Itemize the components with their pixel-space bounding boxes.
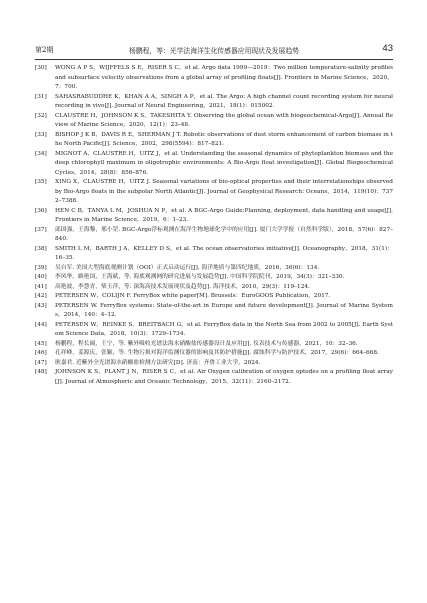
- reference-item: [35, 64, 393, 93]
- reference-item: [35, 359, 393, 369]
- reference-text: 高艳波，李慧青，柴玉萍，等. 深海高技术发展现状及趋势[J]. 海洋技术，2010，29(3)：119–124.: [55, 283, 310, 290]
- reference-item: [35, 207, 393, 226]
- reference-number: [32]: [35, 112, 47, 119]
- reference-number: [47]: [35, 359, 47, 366]
- page-header: [35, 44, 393, 58]
- reference-number: [41]: [35, 283, 47, 290]
- reference-item: [35, 178, 393, 207]
- reference-text: 孔祥峰，姜源庆，张颖，等. 生物污损对海洋监测仪器的影响及其防护措施[J]. 腐蚀科学与防护技术，2017，29(6)：664–668.: [55, 350, 379, 356]
- reference-item: [35, 349, 393, 359]
- reference-number: [36]: [35, 207, 47, 214]
- reference-text: 李风华，路艳国，王海斌，等. 海底观测网的研究进展与发展趋势[J]. 中国科学院院刊，2019，34(3)：321–330.: [55, 274, 345, 280]
- reference-text: HEN C B，TANYA L M，JOSHUA N P，et al. A BGC-Argo Guide:Planning, deployment, data handling and usage[J]. Frontiers in Marine Science，2019，6：1–23.: [55, 207, 393, 223]
- reference-text: BISHOP J K B，DAVIS R E，SHERMAN J T. Robotic observations of dust storm enhancement of carbon biomass in the North Pacific[J]. Science，2002，298(5594)：817–821.: [55, 131, 393, 147]
- reference-number: [40]: [35, 274, 47, 280]
- reference-text: MIGNOT A，CLAUSTRE H，UITZ J，et al. Understanding the seasonal dynamics of phytoplankton biomass and the deep chlorophyll maximum in oligotrophic environments: A Bio-Argo float investigation[J]. Global Biogeochemical Cycles，2014，28(8)：856–876.: [55, 150, 393, 176]
- reference-number: [48]: [35, 369, 47, 375]
- reference-item: [35, 112, 393, 131]
- reference-text: 杨鹏程，程长阔，王宁，等. 紫外吸收光谱法海水硝酸盐传感器设计及应用[J]. 仪表技术与传感器，2021，10：32–36.: [55, 340, 358, 347]
- issue-label: 第2期: [35, 46, 54, 54]
- reference-text: WONG A P S，WIJFFELS S E，RISER S C，et al. Argo data 1999—2019：Two million temperature-salinity profiles and subsurface velocity observations from a global array of profiling floats[J]. Frontiers in Marine Science，2020，7：700.: [55, 65, 393, 90]
- reference-item: [35, 226, 393, 245]
- reference-item: [35, 292, 393, 302]
- reference-item: [35, 340, 393, 350]
- reference-text: PETERSEN W，REINKE S，BREITBACH G，et al. FerryBox data in the North Sea from 2002 to 2005[J]. Earth System Science Data，2018，10(3)：1729–1734.: [55, 321, 393, 337]
- reference-number: [44]: [35, 321, 47, 328]
- reference-text: 耿嘉君. 近紫外全光谱海水硝酸盐检测方法研究[D]. 济南：齐鲁工业大学，2024.: [55, 359, 261, 366]
- reference-item: [35, 264, 393, 274]
- reference-number: [42]: [35, 293, 47, 299]
- reference-number: [37]: [35, 226, 47, 233]
- reference-item: [35, 245, 393, 264]
- reference-item: [35, 93, 393, 112]
- reference-text: XING X，CLAUSTRE H，UITZ J. Seasonal variations of bio-optical properties and their interrelationships observed by Bio-Argo floats in the subpolar North Atlantic[J]. Journal of Geophysical Research: Oceans，2014，119(10)：7372–7388.: [55, 179, 393, 204]
- reference-item: [35, 273, 393, 283]
- reference-number: [38]: [35, 245, 47, 252]
- reference-item: [35, 302, 393, 321]
- reference-number: [34]: [35, 150, 47, 157]
- reference-text: SAHASRABUDDHE K，KHAN A A，SINGH A P，et al. The Argo: A high channel count recording system for neural recording in vivo[J]. Journal of Neural Engineering，2021，18(1)：015002.: [55, 93, 393, 109]
- reference-number: [30]: [35, 65, 47, 71]
- reference-number: [35]: [35, 179, 47, 185]
- reference-item: [35, 150, 393, 179]
- reference-text: PETERSEN W，COLIJN F. FerryBox white paper[M]. Brussels：EuroGOOS Publication，2017.: [55, 293, 331, 299]
- running-title: 杨鹏程，等：光学法海洋生化传感器应用现状及发展趋势: [129, 47, 299, 55]
- reference-number: [45]: [35, 340, 47, 347]
- page-number: 43: [382, 43, 393, 54]
- reference-item: [35, 283, 393, 293]
- reference-number: [46]: [35, 350, 47, 356]
- reference-item: [35, 131, 393, 150]
- reference-text: SMITH L M，BARTH J A，KELLEY D S，et al. The ocean observatories initiative[J]. Oceanography，2018，31(1)：16–35.: [55, 245, 393, 261]
- reference-list: [35, 64, 393, 387]
- reference-text: CLAUSTRE H，JOHNSON K S，TAKESHITA Y. Observing the global ocean with biogeochemical-Argo[J]. Annual Review of Marine Science，2020，12(1)：23–48.: [55, 112, 393, 128]
- reference-number: [39]: [35, 264, 47, 271]
- reference-text: 吴自军. 美国大型海底观测计划（OOI）正式启动运行[J]. 海洋地质与第四纪地质，2016，36(6)：134.: [55, 264, 320, 271]
- header-rule: [35, 59, 393, 60]
- reference-number: [31]: [35, 93, 47, 100]
- reference-item: [35, 368, 393, 387]
- reference-item: [35, 321, 393, 340]
- reference-text: 邱国强，王海黎，邢小罡. BGC-Argo浮标观测在海洋生物地球化学中的应用[J]. 厦门大学学报（自然科学版），2018，57(6)：827–840.: [55, 226, 393, 242]
- reference-text: JOHNSON K S，PLANT J N，RISER S C，et al. Air Oxygen calibration of oxygen optodes on a profiling float array[J]. Journal of Atmospheric and Oceanic Technology，2015，32(11)：2160–2172.: [55, 369, 393, 385]
- reference-number: [33]: [35, 131, 47, 138]
- reference-text: PETERSEN W. FerryBox systems: State-of-the-art in Europe and future development[J]. Journal of Marine Systems，2014，140：4–12.: [55, 302, 393, 318]
- reference-number: [43]: [35, 302, 47, 309]
